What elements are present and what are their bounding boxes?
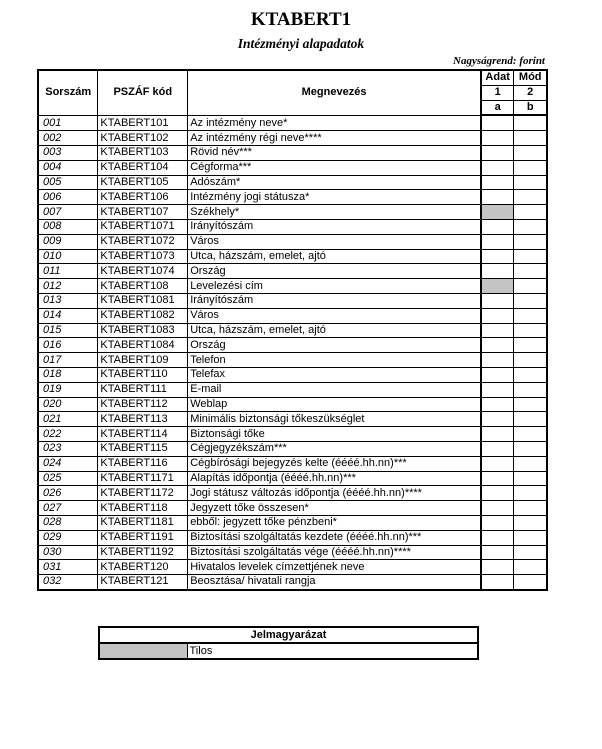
header-mod-num: 2	[514, 85, 547, 100]
row-code: KTABERT1171	[98, 471, 188, 486]
row-name: Jegyzett tőke összesen*	[188, 501, 481, 516]
row-mod-cell[interactable]	[514, 190, 547, 205]
row-number: 018	[38, 367, 98, 382]
table-row	[38, 115, 547, 130]
row-code: KTABERT114	[98, 427, 188, 442]
row-adat-cell[interactable]	[481, 293, 514, 308]
row-name: Utca, házszám, emelet, ajtó	[188, 249, 481, 264]
row-number: 001	[38, 115, 98, 130]
row-name: Levelezési cím	[188, 279, 481, 294]
row-code: KTABERT107	[98, 205, 188, 220]
row-name: Irányítószám	[188, 219, 481, 234]
row-number: 017	[38, 353, 98, 368]
row-number: 029	[38, 530, 98, 545]
row-number: 016	[38, 338, 98, 353]
row-number: 003	[38, 145, 98, 160]
page-subtitle: Intézményi alapadatok	[237, 36, 365, 51]
row-adat-cell[interactable]	[481, 575, 514, 590]
row-mod-cell[interactable]	[514, 441, 547, 456]
row-code: KTABERT1072	[98, 234, 188, 249]
row-name: Utca, házszám, emelet, ajtó	[188, 323, 481, 338]
row-adat-cell[interactable]	[481, 160, 514, 175]
row-number: 022	[38, 427, 98, 442]
row-code: KTABERT112	[98, 397, 188, 412]
row-code: KTABERT120	[98, 560, 188, 575]
row-mod-cell[interactable]	[514, 308, 547, 323]
row-name: Hivatalos levelek címzettjének neve	[188, 560, 481, 575]
row-name: ebből: jegyzett tőke pénzbeni*	[188, 515, 481, 530]
row-code: KTABERT1181	[98, 515, 188, 530]
row-adat-cell[interactable]	[481, 427, 514, 442]
row-name: Cégforma***	[188, 160, 481, 175]
row-mod-cell[interactable]	[514, 501, 547, 516]
row-number: 026	[38, 486, 98, 501]
row-name: Város	[188, 308, 481, 323]
row-code: KTABERT116	[98, 456, 188, 471]
row-number: 002	[38, 131, 98, 146]
header-adat-num: 1	[481, 85, 514, 100]
table-row	[38, 530, 547, 545]
row-mod-cell[interactable]	[514, 560, 547, 575]
row-mod-cell[interactable]	[514, 160, 547, 175]
row-mod-cell[interactable]	[514, 456, 547, 471]
header-adat: Adat	[481, 70, 514, 85]
row-mod-cell[interactable]	[514, 412, 547, 427]
row-code: KTABERT115	[98, 441, 188, 456]
row-number: 014	[38, 308, 98, 323]
row-adat-cell[interactable]	[481, 412, 514, 427]
row-adat-cell[interactable]	[481, 234, 514, 249]
table-row	[38, 308, 547, 323]
row-code: KTABERT103	[98, 145, 188, 160]
row-number: 005	[38, 175, 98, 190]
row-number: 008	[38, 219, 98, 234]
table-row	[38, 190, 547, 205]
row-number: 007	[38, 205, 98, 220]
table-row	[38, 175, 547, 190]
row-mod-cell[interactable]	[514, 427, 547, 442]
header-pszaf-kod: PSZÁF kód	[98, 70, 188, 115]
legend-table	[98, 626, 479, 660]
row-mod-cell[interactable]	[514, 353, 547, 368]
row-adat-cell[interactable]	[481, 530, 514, 545]
table-row	[38, 486, 547, 501]
row-mod-cell[interactable]	[514, 545, 547, 560]
table-row	[38, 515, 547, 530]
row-code: KTABERT101	[98, 115, 188, 130]
row-name: Rövid név***	[188, 145, 481, 160]
row-number: 006	[38, 190, 98, 205]
row-number: 023	[38, 441, 98, 456]
row-name: Intézmény jogi státusza*	[188, 190, 481, 205]
row-code: KTABERT118	[98, 501, 188, 516]
table-row	[38, 234, 547, 249]
row-name: Ország	[188, 338, 481, 353]
row-number: 012	[38, 279, 98, 294]
row-number: 011	[38, 264, 98, 279]
row-code: KTABERT1083	[98, 323, 188, 338]
row-name: Cégbírósági bejegyzés kelte (éééé.hh.nn)***	[188, 456, 481, 471]
row-mod-cell[interactable]	[514, 115, 547, 130]
table-row	[38, 501, 547, 516]
table-row	[38, 545, 547, 560]
row-mod-cell[interactable]	[514, 249, 547, 264]
row-adat-cell[interactable]	[481, 382, 514, 397]
row-number: 021	[38, 412, 98, 427]
row-adat-cell[interactable]	[481, 501, 514, 516]
row-mod-cell[interactable]	[514, 219, 547, 234]
table-row	[38, 367, 547, 382]
row-adat-cell[interactable]	[481, 115, 514, 130]
row-name: Cégjegyzékszám***	[188, 441, 481, 456]
table-row	[38, 560, 547, 575]
row-adat-cell[interactable]	[481, 131, 514, 146]
row-adat-cell[interactable]	[481, 560, 514, 575]
row-code: KTABERT1084	[98, 338, 188, 353]
row-mod-cell[interactable]	[514, 471, 547, 486]
table-row	[38, 382, 547, 397]
unit-note: Nagyságrend: forint	[453, 55, 545, 67]
legend-title: Jelmagyarázat	[99, 627, 478, 643]
row-number: 030	[38, 545, 98, 560]
row-name: Az intézmény neve*	[188, 115, 481, 130]
row-adat-cell[interactable]	[481, 219, 514, 234]
row-mod-cell[interactable]	[514, 338, 547, 353]
row-adat-cell[interactable]	[481, 279, 514, 294]
table-row	[38, 471, 547, 486]
row-mod-cell[interactable]	[514, 264, 547, 279]
table-row	[38, 323, 547, 338]
row-mod-cell[interactable]	[514, 486, 547, 501]
legend-swatch	[99, 643, 187, 659]
row-number: 031	[38, 560, 98, 575]
header-megnevezes: Megnevezés	[188, 70, 481, 115]
row-code: KTABERT104	[98, 160, 188, 175]
row-name: Ország	[188, 264, 481, 279]
row-mod-cell[interactable]	[514, 234, 547, 249]
row-code: KTABERT1192	[98, 545, 188, 560]
row-number: 027	[38, 501, 98, 516]
table-row	[38, 353, 547, 368]
table-row	[38, 219, 547, 234]
table-row	[38, 249, 547, 264]
row-mod-cell[interactable]	[514, 279, 547, 294]
row-name: Alapítás időpontja (éééé.hh.nn)***	[188, 471, 481, 486]
row-number: 004	[38, 160, 98, 175]
row-adat-cell[interactable]	[481, 471, 514, 486]
row-mod-cell[interactable]	[514, 205, 547, 220]
row-adat-cell[interactable]	[481, 175, 514, 190]
row-name: Beosztása/ hivatali rangja	[188, 575, 481, 590]
row-name: Biztosítási szolgáltatás vége (éééé.hh.nn)****	[188, 545, 481, 560]
row-name: Minimális biztonsági tőkeszükséglet	[188, 412, 481, 427]
row-mod-cell[interactable]	[514, 293, 547, 308]
row-code: KTABERT111	[98, 382, 188, 397]
page-title: KTABERT1	[250, 9, 352, 30]
row-adat-cell[interactable]	[481, 456, 514, 471]
row-number: 028	[38, 515, 98, 530]
row-name: Weblap	[188, 397, 481, 412]
row-adat-cell[interactable]	[481, 323, 514, 338]
row-code: KTABERT102	[98, 131, 188, 146]
row-adat-cell[interactable]	[481, 397, 514, 412]
row-name: Az intézmény régi neve****	[188, 131, 481, 146]
row-number: 024	[38, 456, 98, 471]
row-code: KTABERT109	[98, 353, 188, 368]
header-mod-letter: b	[514, 100, 547, 115]
row-number: 019	[38, 382, 98, 397]
row-mod-cell[interactable]	[514, 145, 547, 160]
row-adat-cell[interactable]	[481, 338, 514, 353]
row-name: Irányítószám	[188, 293, 481, 308]
row-code: KTABERT110	[98, 367, 188, 382]
row-code: KTABERT1074	[98, 264, 188, 279]
legend-item-label: Tilos	[187, 643, 478, 659]
row-name: Székhely*	[188, 205, 481, 220]
row-code: KTABERT1071	[98, 219, 188, 234]
row-mod-cell[interactable]	[514, 575, 547, 590]
row-name: Jogi státusz változás időpontja (éééé.hh.nn)****	[188, 486, 481, 501]
table-row	[38, 397, 547, 412]
row-mod-cell[interactable]	[514, 515, 547, 530]
row-adat-cell[interactable]	[481, 441, 514, 456]
row-name: Adószám*	[188, 175, 481, 190]
table-row	[38, 264, 547, 279]
table-row	[38, 131, 547, 146]
table-row	[38, 293, 547, 308]
row-adat-cell[interactable]	[481, 145, 514, 160]
row-number: 009	[38, 234, 98, 249]
row-name: Telefax	[188, 367, 481, 382]
row-adat-cell[interactable]	[481, 545, 514, 560]
header-mod: Mód	[514, 70, 547, 85]
table-row	[38, 575, 547, 590]
row-code: KTABERT108	[98, 279, 188, 294]
row-number: 020	[38, 397, 98, 412]
table-row	[38, 205, 547, 220]
row-code: KTABERT1191	[98, 530, 188, 545]
table-row	[38, 412, 547, 427]
row-name: Telefon	[188, 353, 481, 368]
row-code: KTABERT1073	[98, 249, 188, 264]
table-row	[38, 160, 547, 175]
row-code: KTABERT1081	[98, 293, 188, 308]
row-mod-cell[interactable]	[514, 382, 547, 397]
row-number: 032	[38, 575, 98, 590]
row-mod-cell[interactable]	[514, 367, 547, 382]
row-mod-cell[interactable]	[514, 530, 547, 545]
table-row	[38, 456, 547, 471]
header-sorszam: Sorszám	[38, 70, 98, 115]
data-table	[37, 69, 548, 591]
table-row	[38, 279, 547, 294]
row-mod-cell[interactable]	[514, 131, 547, 146]
row-name: Biztonsági tőke	[188, 427, 481, 442]
row-code: KTABERT113	[98, 412, 188, 427]
row-number: 015	[38, 323, 98, 338]
row-adat-cell[interactable]	[481, 367, 514, 382]
row-number: 025	[38, 471, 98, 486]
row-mod-cell[interactable]	[514, 323, 547, 338]
table-row	[38, 427, 547, 442]
row-adat-cell[interactable]	[481, 308, 514, 323]
row-mod-cell[interactable]	[514, 175, 547, 190]
row-name: E-mail	[188, 382, 481, 397]
row-adat-cell[interactable]	[481, 486, 514, 501]
row-code: KTABERT1082	[98, 308, 188, 323]
row-adat-cell[interactable]	[481, 264, 514, 279]
row-adat-cell[interactable]	[481, 249, 514, 264]
row-code: KTABERT121	[98, 575, 188, 590]
table-row	[38, 145, 547, 160]
row-code: KTABERT106	[98, 190, 188, 205]
header-adat-letter: a	[481, 100, 514, 115]
row-name: Biztosítási szolgáltatás kezdete (éééé.hh.nn)***	[188, 530, 481, 545]
row-adat-cell[interactable]	[481, 353, 514, 368]
row-code: KTABERT1172	[98, 486, 188, 501]
row-name: Város	[188, 234, 481, 249]
row-mod-cell[interactable]	[514, 397, 547, 412]
row-number: 013	[38, 293, 98, 308]
table-row	[38, 338, 547, 353]
table-row	[38, 441, 547, 456]
row-adat-cell[interactable]	[481, 515, 514, 530]
row-adat-cell[interactable]	[481, 205, 514, 220]
row-code: KTABERT105	[98, 175, 188, 190]
row-number: 010	[38, 249, 98, 264]
row-adat-cell[interactable]	[481, 190, 514, 205]
